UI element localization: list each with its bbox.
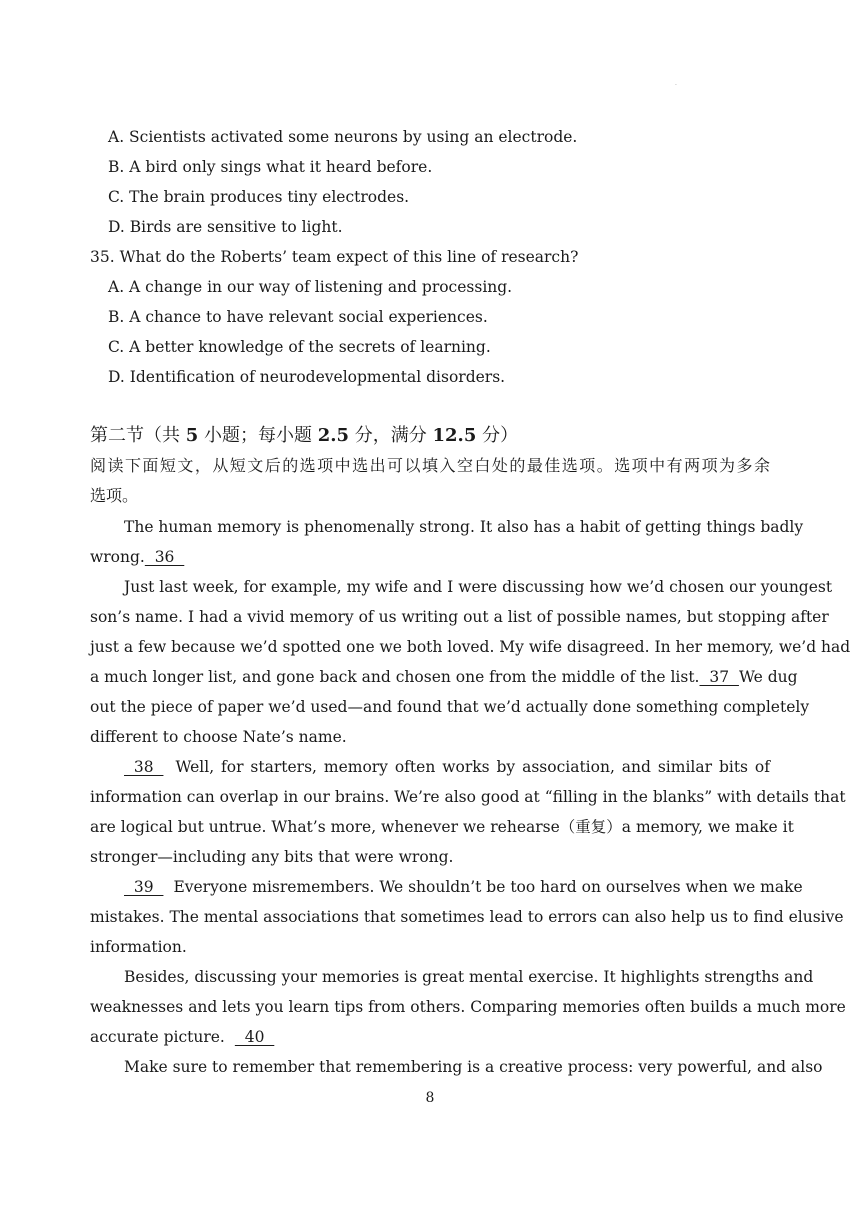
q34-option-a: A. Scientists activated some neurons by using an electrode. (108, 128, 578, 146)
passage-p3-line3: are logical but untrue. What’s more, whenever we rehearse（重复）a memory, we make it (90, 818, 794, 836)
passage-p2-line5: out the piece of paper we’d used—and found that we’d actually done something completely (90, 698, 810, 716)
q35-question: 35. What do the Roberts’ team expect of this line of research? (90, 248, 579, 266)
page-number: 8 (425, 1090, 435, 1106)
blank-40: 40 (234, 1028, 275, 1046)
q34-option-d: D. Birds are sensitive to light. (108, 218, 343, 236)
passage-p6-line1: Make sure to remember that remembering is a creative process: very powerful, and also (124, 1058, 823, 1076)
passage-p5-line3: accurate picture. 40 (90, 1028, 275, 1046)
passage-p2-line4: a much longer list, and gone back and chosen one from the middle of the list. 37 We dug (90, 668, 798, 686)
passage-p1-line1: The human memory is phenomenally strong. It also has a habit of getting things badly (124, 518, 804, 536)
section-heading: 第二节（共 5 小题；每小题 2.5 分，满分 12.5 分） (90, 425, 519, 446)
section-instruction-line2: 选项。 (90, 486, 139, 505)
blank-39: 39 (124, 878, 164, 896)
passage-p2-line1: Just last week, for example, my wife and I were discussing how we’d chosen our youngest (124, 578, 833, 596)
passage-p1-line2: wrong. 36 (90, 548, 185, 566)
scan-mark: . (675, 80, 677, 87)
passage-p4-line1: 39 Everyone misremembers. We shouldn’t be too hard on ourselves when we make (124, 878, 803, 896)
q35-option-a: A. A change in our way of listening and processing. (108, 278, 513, 296)
q34-option-b: B. A bird only sings what it heard before. (108, 158, 433, 176)
passage-p2-line2: son’s name. I had a vivid memory of us writing out a list of possible names, but stopping after (90, 608, 829, 626)
passage-p3-line4: stronger—including any bits that were wrong. (90, 848, 454, 866)
blank-38: 38 (124, 758, 164, 776)
passage-p3-line1: 38 Well, for starters, memory often works by association, and similar bits of (124, 758, 770, 776)
q35-option-b: B. A chance to have relevant social experiences. (108, 308, 488, 326)
section-instruction-line1: 阅读下面短文，从短文后的选项中选出可以填入空白处的最佳选项。选项中有两项为多余 (90, 456, 770, 475)
blank-37: 37 (699, 668, 739, 686)
q34-option-c: C. The brain produces tiny electrodes. (108, 188, 410, 206)
passage-p5-line1: Besides, discussing your memories is great mental exercise. It highlights strengths and (124, 968, 814, 986)
blank-36: 36 (144, 548, 185, 566)
passage-p2-line6: different to choose Nate’s name. (90, 728, 347, 746)
passage-p5-line2: weaknesses and lets you learn tips from others. Comparing memories often builds a much more (90, 998, 846, 1016)
passage-p4-line2: mistakes. The mental associations that sometimes lead to errors can also help us to find elusive (90, 908, 844, 926)
passage-p4-line3: information. (90, 938, 187, 956)
q35-option-c: C. A better knowledge of the secrets of learning. (108, 338, 491, 356)
passage-p2-line3: just a few because we’d spotted one we both loved. My wife disagreed. In her memory, we’d had (90, 638, 851, 656)
passage-p3-line2: information can overlap in our brains. We’re also good at “filling in the blanks” with details that (90, 788, 846, 806)
q35-option-d: D. Identification of neurodevelopmental disorders. (108, 368, 506, 386)
